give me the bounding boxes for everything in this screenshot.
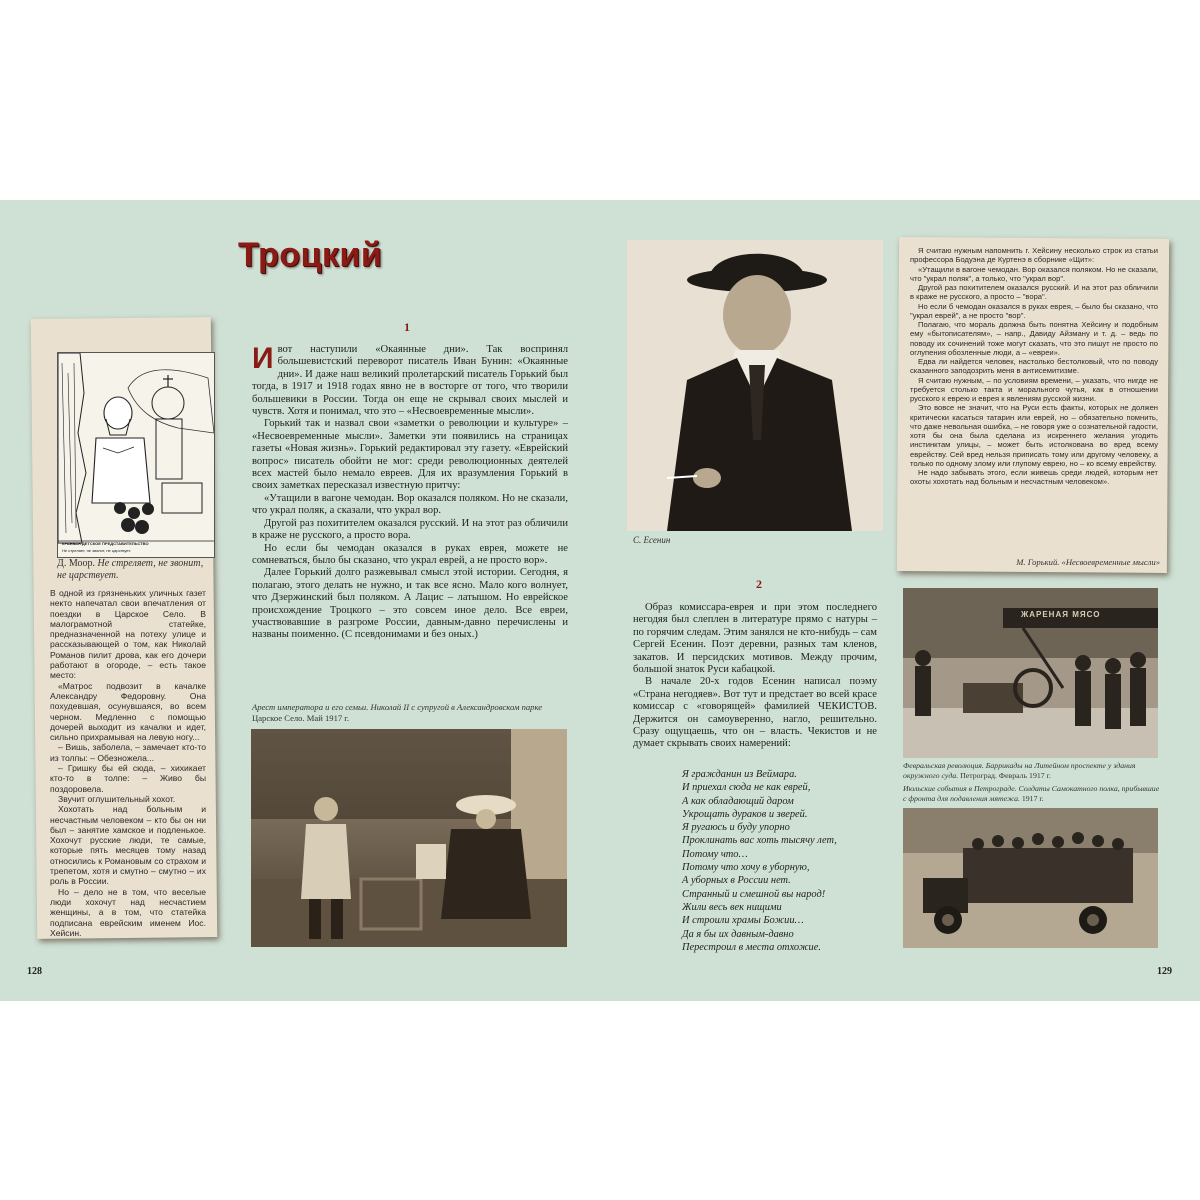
- right-sidebar-paragraph: Я считаю нужным напомнить г. Хейсину несколько строк из статьи профессора Бодуэна де Куртенэ в сборнике «Щит»:: [910, 246, 1158, 265]
- esenin-photo-image: [627, 240, 883, 531]
- right-sidebar-paragraph: Полагаю, что мораль должна быть понятна Хейсину и подобным ему «бытописателям», – напр., Давиду Айзману и т. д. – ведь по поводу их сочинений тоже могут сказать, что это пишут не просто по оглупения обозленные люди, а – «евреи».: [910, 320, 1158, 357]
- cartoon-drawing: [57, 352, 215, 558]
- truck-photo-caption: [903, 784, 1161, 804]
- poem-line: Странный и смешной вы народ!: [682, 888, 826, 900]
- right-sidebar-signature: М. Горький. «Несвоевременные мысли»: [1016, 557, 1160, 567]
- article-paragraph: Образ комиссара-еврея и при этом последнего негодяя был слеплен в литературе прямо с натуры – по горячим следам. Этим занялся не кто-нибудь – сам Сергей Есенин. Поэт деревни, разных там кленов, закатов. И персидских мотивов. Между прочим, большой знаток Руси кабацкой.: [633, 602, 877, 676]
- poem-line: И приехал сюда не как еврей,: [682, 782, 811, 794]
- poem-line: Я ругаюсь и буду упорно: [682, 822, 790, 834]
- right-sidebar-paragraph: Я считаю нужным, – по условиям времени, – указать, что нигде не требуется столько такта и морального чутья, как в отношении русского к еврею и еврея к явлениям русской жизни.: [910, 375, 1158, 403]
- page-number-right: 129: [1157, 966, 1172, 977]
- tsar-photo: [251, 729, 567, 947]
- article-paragraph: Другой раз похитителем оказался русский. И на этот раз обличили в краже не русского, а просто вора.: [252, 517, 568, 542]
- article-paragraph: Далее Горький долго разжевывал смысл этой истории. Сегодня, я полагаю, этого делать не нужно, и так все ясно. Мало кого волнует, что Дзержинский был поляком. А Лацис – латышом. Но еврейское происхождение Троцкого – это совсем иное дело. Все евреи, участвовавшие в разгроме России, давным-давно перечислены и названы поименно. (С псевдонимами и без оных.): [252, 567, 568, 641]
- right-sidebar-paragraph: Это вовсе не значит, что на Руси есть факты, которых не должен критически касаться татарин или еврей, но – обязательно помнить, что даже невольная ошибка, – не говоря уже о сознательной гадости, хотя бы она была сделана из искреннего желания угодить инстинктам улицы, – может быть истолкована во вред всему еврейству. Сей вред нельзя приписать тому или другому человеку, а только по одному злому или глупому еврею, но – ко всему еврейству.: [910, 403, 1158, 468]
- article-paragraph: В начале 20-х годов Есенин написал поэму «Страна негодяев». Вот тут и предстает во всей красе комиссар с «говорящей» фамилией ЧЕКИСТОВ. Держится он самоуверенно, нагло, решительно. Сразу ощущаешь, что он – власть. Чекистов и не думает скрывать своих намерений:: [633, 676, 877, 750]
- poem-line: А как обладающий даром: [682, 795, 794, 807]
- page-title: Троцкий: [238, 236, 383, 274]
- article-paragraph-text: вот наступили «Окаянные дни». Так воспринял большевистский переворот писатель Иван Бунин: «Окаянные дни». И даже наш великий пролетарский писатель Горький был тогда, в 1917 и 1918 годах явно не в восторге от того, что творили большевики в России. Тогда он еще не скрывал своих мыслей и чувств. Хотя и понимал, что это – «Несвоевременные мысли».: [252, 344, 568, 418]
- revolution-photo: [903, 588, 1158, 758]
- article-paragraph: Горький так и назвал свои «заметки о революции и культуре» – «Несвоевременные мысли». Заметки эти появились на страницах газеты «Новая жизнь». Горький редактировал эту газету. «Еврейский вопрос» писатель обойти не мог: среди революционных деятелей всех мастей было немало евреев. Для их вразумления Горький в своих заметках пересказал известную притчу:: [252, 418, 568, 492]
- section-number: 2: [756, 577, 762, 591]
- esenin-photo: [627, 240, 883, 531]
- section-number: 1: [404, 320, 410, 334]
- poem-line: Потому что хочу в уборную,: [682, 862, 810, 874]
- article-paragraph: «Утащили в вагоне чемодан. Вор оказался поляком. Но не сказали, что украл поляк, а сказали, что украл вор.: [252, 492, 568, 517]
- right-sidebar-paragraph: «Утащили в вагоне чемодан. Вор оказался поляком. Но не сказали, что "украл поляк", а только, что "украл вор".: [910, 264, 1158, 283]
- poem-line: Да я бы их давным-давно: [682, 928, 794, 940]
- truck-caption-italic: Июльские события в Петрограде. Солдаты Самокатного полка, прибывшие с фронта для подавления мятежа.: [903, 784, 1160, 803]
- left-sidebar-paragraph: Но – дело не в том, что веселые люди хохочут над несчастием женщины, а в том, что статейка подписана еврейским именем Иос. Хейсин.: [50, 886, 206, 938]
- right-sidebar-paragraph: Едва ли найдется человек, настолько бестолковый, что по поводу сказанного заподозрить меня в антисемитизме.: [910, 357, 1158, 376]
- poem-line: Жили весь век нищими: [682, 901, 782, 913]
- left-sidebar-paragraph: – Гришку бы ей сюда, – хихикает кто-то в толпе: – Живо бы поздоровела.: [50, 763, 206, 794]
- truck-caption-plain: 1917 г.: [1021, 794, 1044, 803]
- left-main-column: [252, 344, 568, 642]
- tsar-photo-caption: [252, 702, 568, 724]
- left-sidebar-paragraph: «Матрос подвозит в качалке Александру Федоровну. Она похудевшая, осунувшаяся, во всем черном. Медленно с помощью дочерей выходит из качалки и идет, сильно прихрамывая на левую ногу...: [50, 680, 206, 743]
- poem-line: Перестроил в места отхожие.: [682, 941, 821, 953]
- right-sidebar-text: [910, 246, 1158, 487]
- revolution-photo-sign: ЖАРЕНАЯ МЯСО: [1021, 610, 1101, 619]
- cartoon-caption-author: Д. Моор.: [57, 558, 95, 569]
- poem-line: Укрощать дураков и зверей.: [682, 808, 808, 820]
- poem-line: А уборных в России нет.: [682, 875, 791, 887]
- revolution-caption-italic: Февральская революция. Баррикады на Литейном проспекте у здания окружного суда.: [903, 761, 1136, 780]
- tsar-photo-caption-plain: Царское Село. Май 1917 г.: [252, 713, 350, 723]
- article-paragraph: [252, 344, 568, 418]
- truck-photo-image: [903, 808, 1158, 948]
- cartoon-inner-caption: КРАЕВАЯ ДЕТСКОЕ ПРЕДСТАВИТЕЛЬСТВО: [62, 541, 149, 546]
- tsar-photo-image: [251, 729, 567, 947]
- article-paragraph: Но если бы чемодан оказался в руках еврея, можете не сомневаться, было бы сказано, что украл еврей, а не просто вор».: [252, 542, 568, 566]
- left-sidebar-paragraph: Звучит оглушительный хохот.: [58, 793, 176, 804]
- page-number-left: 128: [27, 966, 42, 977]
- right-sidebar-paragraph: Не надо забывать этого, если живешь среди людей, которым нет охоты хохотать над больным и несчастным человеком».: [910, 468, 1158, 487]
- revolution-caption-plain: Петроград. Февраль 1917 г.: [960, 771, 1051, 780]
- poem-line: И строили храмы Божии…: [682, 915, 804, 927]
- truck-photo: [903, 808, 1158, 948]
- cartoon-illustration: [58, 353, 214, 557]
- left-sidebar-paragraph: – Вишь, заболела, – замечает кто-то из толпы: – Обезножела...: [50, 742, 206, 763]
- esenin-photo-caption: С. Есенин: [633, 535, 671, 545]
- poem-line: Потому что…: [682, 848, 748, 860]
- poem-line: Проклинать вас хоть тысячу лет,: [682, 835, 837, 847]
- left-sidebar-paragraph: Хохотать над больным и несчастным человеком – кто бы он ни был – занятие хамское и подленькое. Хохочут русские люди, те самые, которые пять месяцев тому назад относились к Романовым со страхом и трепетом, хотя и смутно – смутно – их роль в России.: [50, 804, 206, 887]
- cartoon-caption-text: Не стреляет, не звонит, не царствует.: [57, 558, 204, 581]
- cartoon-inner-quote: Не стреляет, не звонит, не царствует.: [62, 548, 132, 553]
- right-sidebar-paragraph: Но если б чемодан оказался в руках еврея, – было бы сказано, что "украл еврей", а не просто "вор".: [910, 301, 1158, 320]
- poem-line: Я гражданин из Веймара.: [682, 769, 797, 780]
- right-main-column: [633, 602, 877, 751]
- right-sidebar-paragraph: Другой раз похитителем оказался русский. И на этот раз обличили в краже не русского, а просто – "вора".: [910, 283, 1158, 302]
- tsar-photo-caption-italic: Арест императора и его семьи. Николай II с супругой в Александровском парке: [252, 702, 543, 712]
- revolution-photo-caption: [903, 761, 1161, 781]
- cartoon-caption: [57, 558, 207, 582]
- left-sidebar-text: [50, 588, 206, 938]
- left-sidebar-paragraph: В одной из грязненьких уличных газет некто напечатал свои впечатления от поездки в Царское Село. В малограмотной статейке, предназначенной на потеху улице и рассказывающей о том, как Николай Романов пилит дрова, как его дочери работают в огороде, – есть такое место:: [50, 588, 206, 681]
- drop-cap: И: [252, 342, 274, 375]
- poem: [682, 768, 882, 954]
